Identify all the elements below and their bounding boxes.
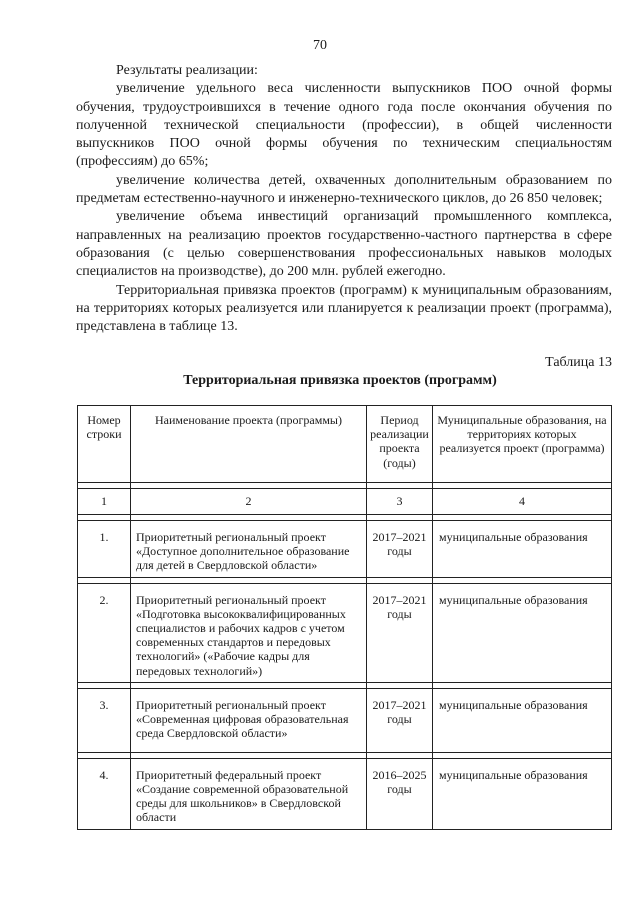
header-project-name: Наименование проекта (программы) bbox=[131, 406, 367, 483]
project-period: 2017–2021 годы bbox=[367, 583, 433, 682]
paragraph-results-heading: Результаты реализации: bbox=[116, 63, 258, 78]
projects-table bbox=[77, 405, 612, 830]
project-municipalities: муниципальные образования bbox=[433, 521, 612, 578]
project-municipalities: муниципальные образования bbox=[433, 758, 612, 829]
body-text bbox=[76, 62, 612, 336]
project-name: Приоритетный региональный проект «Подготовка высококвалифицированных специалистов и рабочих кадров с учетом современных стандартов и передовых технологий» («Рабочие кадры для передовых технологий») bbox=[131, 583, 367, 682]
project-period: 2017–2021 годы bbox=[367, 521, 433, 578]
paragraph-territorial: Территориальная привязка проектов (программ) к муниципальным образованиям, на территориях которых реализуется или планируется к реализации проект (программа), представлена в таблице 13. bbox=[76, 282, 612, 335]
column-number: 2 bbox=[131, 489, 367, 515]
page-number: 70 bbox=[313, 38, 327, 53]
table-row bbox=[78, 521, 612, 578]
project-name: Приоритетный федеральный проект «Создание современной образовательной среды для школьников» в Свердловской области bbox=[131, 758, 367, 829]
paragraph-graduates: увеличение удельного веса численности выпускников ПОО очной формы обучения, трудоустроившихся в течение одного года после окончания обучения по полученной технической специальности (профессии), в общей численности выпускников ПОО очной формы обучения по техническим специальностям (профессиям) до 65%; bbox=[76, 81, 612, 170]
column-number-row bbox=[78, 489, 612, 515]
row-number: 1. bbox=[78, 521, 131, 578]
row-number: 3. bbox=[78, 688, 131, 752]
project-period: 2017–2021 годы bbox=[367, 688, 433, 752]
column-number: 4 bbox=[433, 489, 612, 515]
project-municipalities: муниципальные образования bbox=[433, 688, 612, 752]
table-row bbox=[78, 758, 612, 829]
paragraph-children: увеличение количества детей, охваченных дополнительным образованием по предметам естественно-научного и инженерно-технического циклов, до 26 850 человек; bbox=[76, 172, 612, 207]
table-label: Таблица 13 bbox=[545, 355, 612, 370]
row-number: 4. bbox=[78, 758, 131, 829]
column-number: 3 bbox=[367, 489, 433, 515]
column-number: 1 bbox=[78, 489, 131, 515]
table-header-row bbox=[78, 406, 612, 483]
row-number: 2. bbox=[78, 583, 131, 682]
header-municipalities: Муниципальные образования, на территориях которых реализуется проект (программа) bbox=[433, 406, 612, 483]
project-name: Приоритетный региональный проект «Современная цифровая образовательная среда Свердловской области» bbox=[131, 688, 367, 752]
table-row bbox=[78, 583, 612, 682]
table-row bbox=[78, 688, 612, 752]
table-title: Территориальная привязка проектов (программ) bbox=[183, 373, 497, 388]
project-period: 2016–2025 годы bbox=[367, 758, 433, 829]
header-row-number: Номер строки bbox=[78, 406, 131, 483]
project-municipalities: муниципальные образования bbox=[433, 583, 612, 682]
project-name: Приоритетный региональный проект «Доступное дополнительное образование для детей в Свердловской области» bbox=[131, 521, 367, 578]
header-period: Период реализации проекта (годы) bbox=[367, 406, 433, 483]
paragraph-investment: увеличение объема инвестиций организаций промышленного комплекса, направленных на реализацию проектов государственно-частного партнерства в сфере образования (с целью совершенствования профессиональных навыков молодых специалистов на производстве), до 200 млн. рублей ежегодно. bbox=[76, 209, 612, 280]
